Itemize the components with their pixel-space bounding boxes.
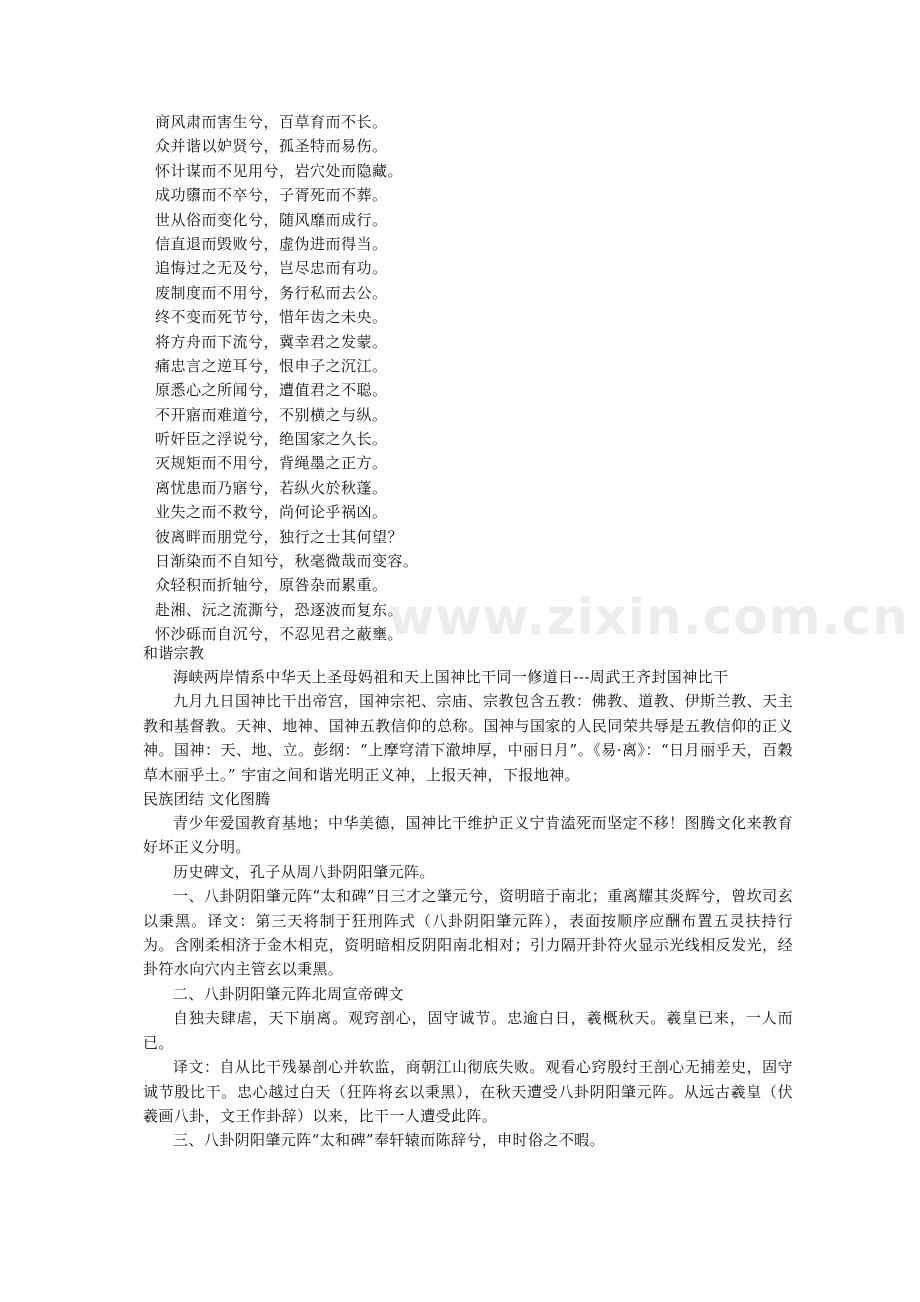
paragraph: 历史碑文，孔子从周八卦阴阳肇元阵。 xyxy=(173,862,435,881)
watermark: www.zixin.com.cn xyxy=(388,588,909,646)
paragraph: 二、八卦阴阳肇元阵北周宣帝碑文 xyxy=(173,984,405,1003)
poem-line: 信直退而毁败兮，虚伪进而得当。 xyxy=(155,234,388,253)
poem-line: 废制度而不用兮，务行私而去公。 xyxy=(155,283,388,302)
poem-line: 众轻积而折轴兮，原咎杂而累重。 xyxy=(155,576,388,595)
poem-line: 日渐染而不自知兮，秋毫微哉而变容。 xyxy=(155,552,419,571)
poem-line: 众并谐以妒贤兮，孤圣特而易伤。 xyxy=(155,137,388,156)
poem-line: 痛忠言之逆耳兮，恨申子之沉江。 xyxy=(155,356,388,375)
poem-line: 将方舟而下流兮，冀幸君之发蒙。 xyxy=(155,332,388,351)
poem-line: 怀计谋而不见用兮，岩穴处而隐藏。 xyxy=(155,161,404,180)
poem-line: 成功隳而不卒兮，子胥死而不葬。 xyxy=(155,186,388,205)
section-heading-harmony: 和谐宗教 xyxy=(143,644,205,662)
poem-line: 赴湘、沅之流澌兮，恐逐波而复东。 xyxy=(155,600,404,619)
paragraph: 九月九日国神比干出帝宫，国神宗祀、宗庙、宗教包含五教：佛教、道教、伊斯兰教、天主教和基督教。天神、地神、国神五教信仰的总称。国神与国家的人民同荣共辱是五教信仰的正义神。国神：天、地、立。彭纲：“上摩穹清下澈坤厚，中丽日月”。《易·离》：“日月丽乎天，百穀草木丽乎土。” 宇宙之间和谐光明正义神，上报天神，下报地神。 xyxy=(143,692,793,784)
poem-line: 不开寤而难道兮，不别横之与纵。 xyxy=(155,405,388,424)
paragraph: 自独夫肆虐，天下崩离。观窍剖心，固守诚节。忠逾白日，羲概秋天。羲皇已来，一人而已。 xyxy=(143,1009,793,1052)
paragraph: 一、八卦阴阳肇元阵“太和碑”日三才之肇元兮，资明暗于南北；重离耀其炎辉兮，曾坎司玄以秉黑。译文：第三天将制于狂刑阵式（八卦阴阳肇元阵），表面按顺序应酬布置五灵扶持行为。含刚柔相济于金木相克，资明暗相反阴阳南北相对；引力隔开卦符火显示光线相反发光，经卦符水向穴内主管玄以秉黑。 xyxy=(143,887,793,979)
poem-block xyxy=(155,110,855,647)
paragraph: 译文：自从比干残暴剖心并软监，商朝江山彻底失败。观看心窍殷纣王剖心无捕差史，固守诚节殷比干。忠心越过白天（狂阵将玄以秉黑），在秋天遭受八卦阴阳肇元阵。从远古羲皇（伏羲画八卦，文王作卦辞）以来，比干一人遭受此阵。 xyxy=(143,1058,793,1125)
poem-line: 商风肃而害生兮，百草育而不长。 xyxy=(155,113,388,131)
poem-line: 怀沙砾而自沉兮，不忍见君之蔽壅。 xyxy=(155,625,404,644)
poem-line: 原悉心之所闻兮，遭值君之不聪。 xyxy=(155,381,388,400)
paragraph: 海峡两岸情系中华天上圣母妈祖和天上国神比干同一修道日---周武王齐封国神比干 xyxy=(173,668,729,686)
poem-line: 世从俗而变化兮，随风靡而成行。 xyxy=(155,210,388,229)
poem-line: 彼离畔而朋党兮，独行之士其何望？ xyxy=(155,527,404,546)
article-body xyxy=(143,641,793,1153)
poem-line: 灭规矩而不用兮，背绳墨之正方。 xyxy=(155,454,388,473)
paragraph: 青少年爱国教育基地；中华美德，国神比干维护正义宁肯溘死而坚定不移！图腾文化来教育好坏正义分明。 xyxy=(143,814,793,857)
section-heading-unity: 民族团结 文化图腾 xyxy=(143,790,271,809)
paragraph: 三、八卦阴阳肇元阵“太和碑”奉轩辕而陈辞兮，申时俗之不暇。 xyxy=(173,1131,605,1150)
poem-line: 听奸臣之浮说兮，绝国家之久长。 xyxy=(155,430,388,449)
poem-line: 离忧患而乃寤兮，若纵火於秋蓬。 xyxy=(155,478,388,497)
poem-line: 追悔过之无及兮，岂尽忠而有功。 xyxy=(155,259,388,278)
poem-line: 业失之而不救兮，尚何论乎祸凶。 xyxy=(155,503,388,522)
poem-line: 终不变而死节兮，惜年齿之未央。 xyxy=(155,308,388,327)
